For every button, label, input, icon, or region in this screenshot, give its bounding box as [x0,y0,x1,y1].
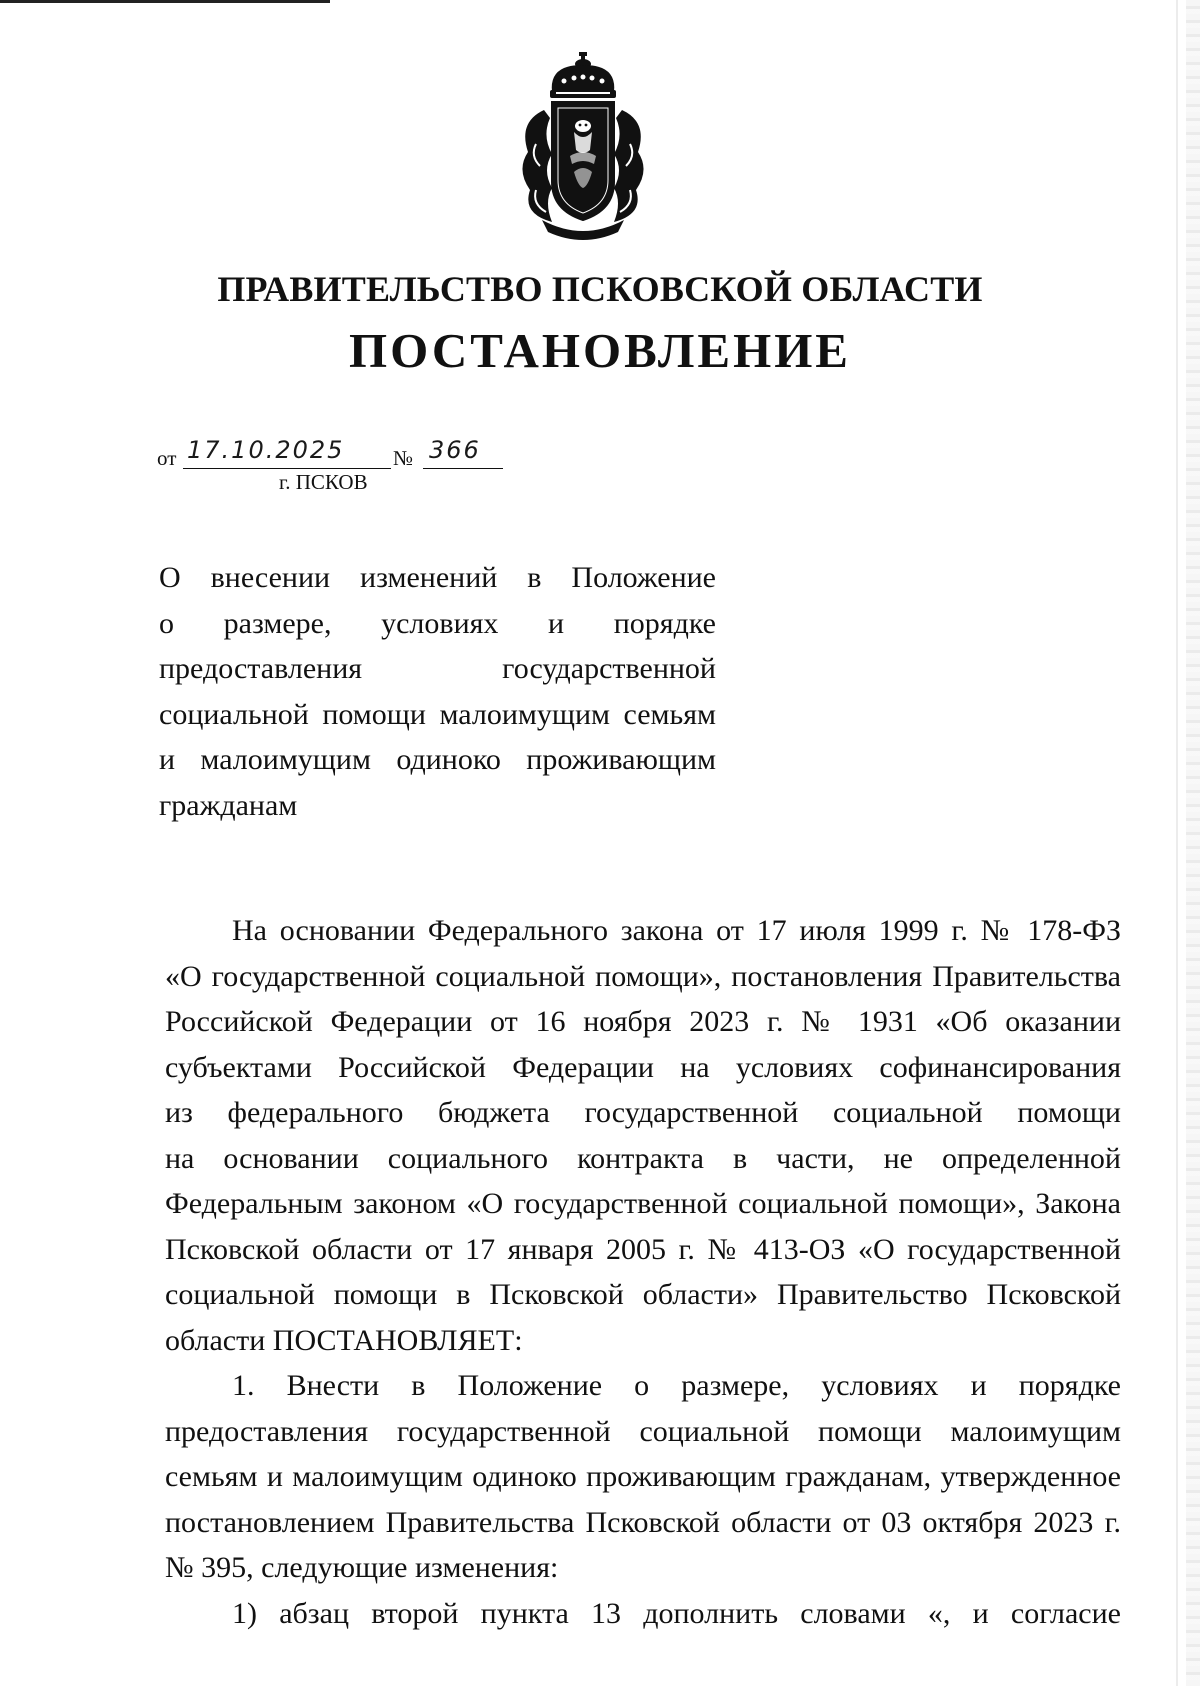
body-line: субъектами Российской Федерации на условиях софинансирования [165,1050,1121,1084]
top-border-line [0,0,330,3]
body-line: «О государственной социальной помощи», постановления Правительства [165,959,1121,993]
subject-line: предоставления государственной [159,652,716,685]
body-line: № 395, следующие изменения: [165,1551,559,1584]
body-line: Российской Федерации от 16 ноября 2023 г. № 1931 «Об оказании [165,1005,1121,1038]
document-body [165,908,1121,1636]
subject-line: о размере, условиях и порядке [159,606,716,640]
date-label: от [157,446,177,470]
document-type-title: ПОСТАНОВЛЕНИЕ [349,323,851,378]
date-underline [183,468,391,469]
body-line: социальной помощи в Псковской области» Правительство Псковской [165,1278,1121,1311]
date-value: 17.10.2025 [187,436,345,464]
number-value: 366 [429,436,481,464]
subject-heading [159,555,716,828]
scan-edge-line [1176,0,1178,1686]
body-line: области ПОСТАНОВЛЯЕТ: [165,1323,523,1357]
body-line: из федерального бюджета государственной социальной помощи [165,1096,1121,1129]
body-line: 1) абзац второй пункта 13 дополнить словами «, и согласие [232,1596,1121,1630]
coat-of-arms-emblem [512,52,654,240]
subject-line: О внесении изменений в Положение [159,561,716,594]
government-name: ПРАВИТЕЛЬСТВО ПСКОВСКОЙ ОБЛАСТИ [217,269,983,309]
subject-line: и малоимущим одиноко проживающим [159,743,716,776]
number-underline [423,468,503,469]
body-line: На основании Федерального закона от 17 июля 1999 г. № 178-ФЗ [232,914,1121,947]
body-line: 1. Внести в Положение о размере, условиях и порядке [232,1369,1121,1402]
body-line: Псковской области от 17 января 2005 г. № 413-ОЗ «О государственной [165,1232,1121,1266]
city-label: г. ПСКОВ [279,470,368,494]
number-label: № [393,446,414,470]
body-line: семьям и малоимущим одиноко проживающим гражданам, утвержденное [165,1460,1121,1493]
body-line: на основании социального контракта в части, не определенной [165,1141,1121,1175]
scan-edge [1186,0,1200,1686]
body-line: предоставления государственной социальной помощи малоимущим [165,1414,1121,1448]
body-line: Федеральным законом «О государственной социальной помощи», Закона [165,1187,1121,1220]
subject-line: социальной помощи малоимущим семьям [159,697,716,731]
subject-line: гражданам [159,788,298,822]
body-line: постановлением Правительства Псковской области от 03 октября 2023 г. [165,1505,1121,1539]
